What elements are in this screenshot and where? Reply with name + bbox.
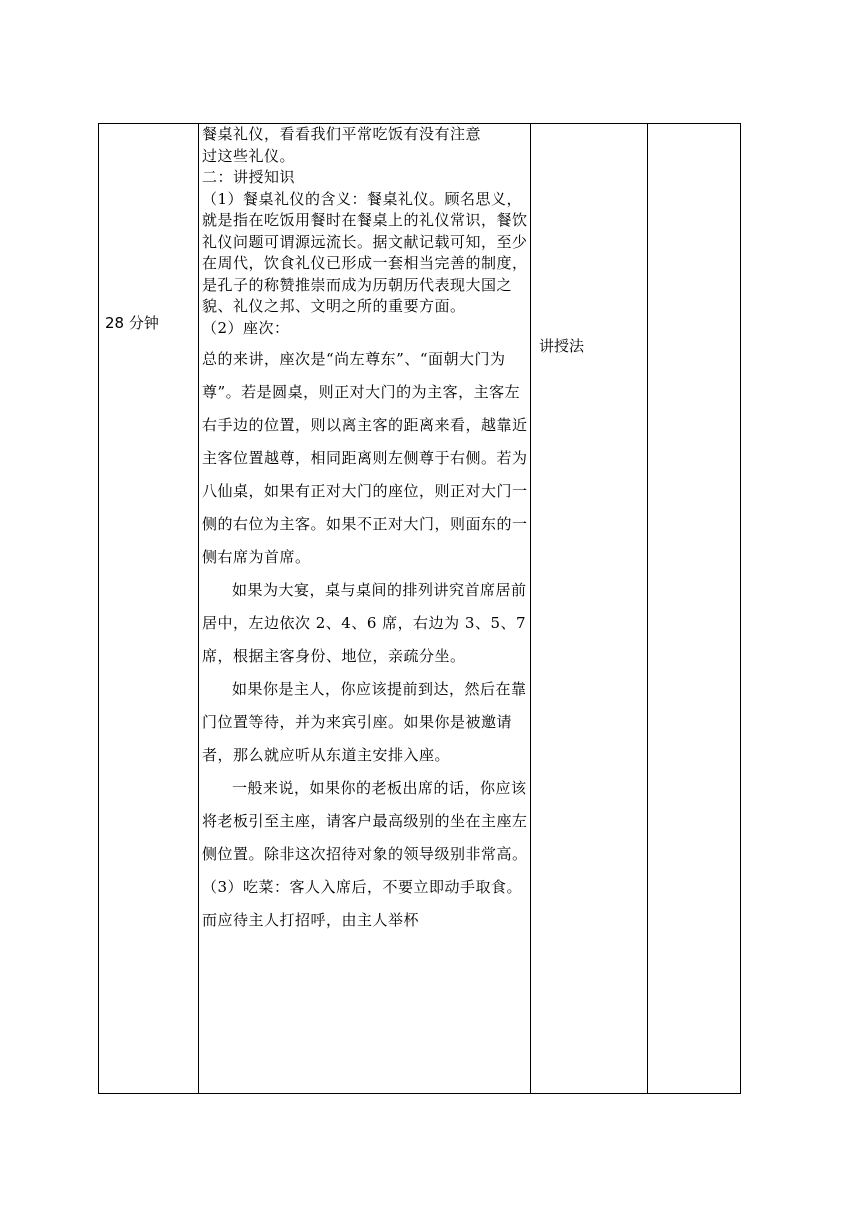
method-cell: 讲授法 bbox=[539, 337, 585, 355]
paragraph-host: 如果你是主人，你应该提前到达，然后在靠门位置等待，并为来宾引座。如果你是被邀请者，那么就应听从东道主安排入座。 bbox=[202, 680, 527, 764]
paragraph-banquet: 如果为大宴，桌与桌间的排列讲究首席居前居中，左边依次 2、4、6 席，右边为 3、5、7 席，根据主客身份、地位，亲疏分坐。 bbox=[202, 581, 527, 665]
intro-line: 过这些礼仪。 bbox=[202, 146, 296, 165]
column-divider bbox=[198, 124, 199, 1093]
content-cell bbox=[202, 124, 528, 937]
paragraph-seating: 总的来讲，座次是“尚左尊东”、“面朝大门为尊”。若是圆桌，则正对大门的为主客，主客左右手边的位置，则以离主客的距离来看，越靠近主客位置越尊，相同距离则左侧尊于右侧。若为八仙桌，如果有正对大门的座位，则正对大门一侧的右位为主客。如果不正对大门，则面东的一侧右席为首席。 bbox=[202, 350, 528, 566]
paragraph-eating: （3）吃菜：客人入席后，不要立即动手取食。而应待主人打招呼，由主人举杯 bbox=[202, 878, 523, 929]
paragraph-meaning: （1）餐桌礼仪的含义：餐桌礼仪。顾名思义，就是指在吃饭用餐时在餐桌上的礼仪常识，餐饮礼仪问题可谓源远流长。据文献记载可知，至少在周代，饮食礼仪已形成一套相当完善的制度，是孔子的称赞推崇而成为历朝历代表现大国之貌、礼仪之邦、文明之所的重要方面。 bbox=[202, 189, 528, 315]
time-cell: 28 分钟 bbox=[105, 314, 159, 332]
section-heading: 二：讲授知识 bbox=[202, 168, 296, 186]
subheading-seating: （2）座次： bbox=[202, 318, 290, 337]
lesson-plan-table bbox=[98, 123, 741, 1094]
intro-line: 餐桌礼仪，看看我们平常吃饭有没有注意 bbox=[202, 125, 482, 143]
column-divider bbox=[530, 124, 531, 1093]
paragraph-boss: 一般来说，如果你的老板出席的话，你应该将老板引至主座，请客户最高级别的坐在主座左侧位置。除非这次招待对象的领导级别非常高。 bbox=[202, 779, 528, 863]
column-divider bbox=[647, 124, 648, 1093]
